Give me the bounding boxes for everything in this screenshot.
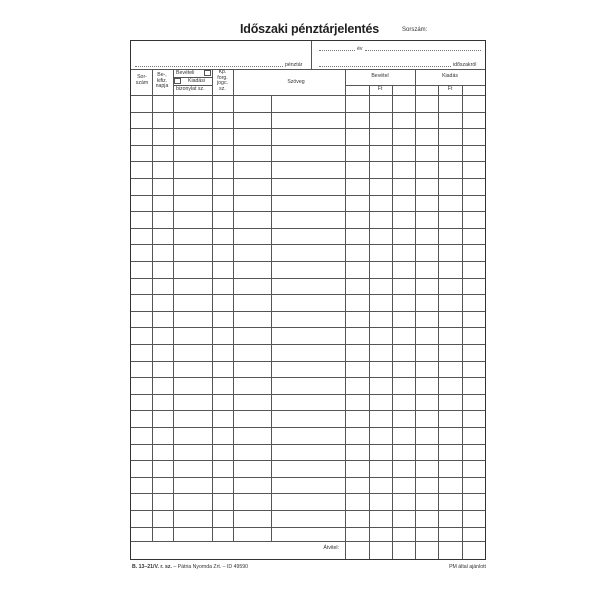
body-bottom-line <box>131 541 485 542</box>
ledger-row-line <box>131 178 485 179</box>
ledger-row-line <box>131 145 485 146</box>
amount-subcolumn-divider <box>392 85 393 559</box>
year-detail-fill-line[interactable] <box>365 50 481 51</box>
col-bekifiz-header: Be-, kifiz. napja <box>155 72 169 90</box>
atvitel-label: Átvitel: <box>323 545 339 551</box>
kiadasi-label: Kiadási <box>188 78 206 84</box>
amount-subcolumn-divider <box>438 85 439 559</box>
ledger-row-line <box>131 112 485 113</box>
column-divider <box>233 69 234 541</box>
kiadasi-checkbox[interactable] <box>174 78 181 84</box>
amount-column-divider <box>345 541 346 559</box>
ledger-row-line <box>131 311 485 312</box>
ledger-row-line <box>131 377 485 378</box>
ledger-row-line <box>131 510 485 511</box>
ledger-row-line <box>131 477 485 478</box>
ledger-row-line <box>131 327 485 328</box>
ledger-row-line <box>131 294 485 295</box>
sorszam-label: Sorszám: <box>402 27 428 33</box>
column-divider <box>152 69 153 541</box>
beveteli-divider-line <box>173 77 212 78</box>
col-szoveg-header: Szöveg <box>287 79 305 85</box>
amount-subcolumn-divider <box>462 85 463 559</box>
beveteli-label: Bevételi <box>176 70 195 76</box>
top-block-divider <box>311 41 312 69</box>
col-sorszam-header: Sor- szám <box>135 74 149 86</box>
column-divider <box>345 69 346 541</box>
col-bevetel-unit: Ft <box>377 86 383 92</box>
ledger-row-line <box>131 344 485 345</box>
form-code: B. 13–21/V. r. sz. – Pátria Nyomda Zrt. – ID 49590 <box>132 564 249 570</box>
kiadasi-divider-line <box>173 85 212 86</box>
ledger-row-line <box>131 195 485 196</box>
ledger-row-line <box>131 460 485 461</box>
col-kiadas-unit: Ft <box>447 86 453 92</box>
ledger-row-line <box>131 211 485 212</box>
ledger-row-line <box>131 410 485 411</box>
ledger-row-line <box>131 493 485 494</box>
ledger-row-line <box>131 128 485 129</box>
amount-column-divider <box>415 541 416 559</box>
penztar-fill-line[interactable] <box>135 66 283 67</box>
ledger-row-line <box>131 361 485 362</box>
col-kiadas-header: Kiadás <box>442 73 458 79</box>
amount-subcolumn-divider <box>369 85 370 559</box>
penztar-label: pénztár <box>285 62 303 68</box>
recommendation-note: PM által ajánlott <box>449 564 486 570</box>
ledger-row-line <box>131 228 485 229</box>
szoveg-inner-divider <box>271 95 272 541</box>
beveteli-checkbox[interactable] <box>204 70 211 76</box>
col-bevetel-header: Bevétel <box>371 73 389 79</box>
ev-label: év <box>357 46 363 52</box>
idoszakrol-label: időszakról <box>453 62 477 68</box>
ledger-row-line <box>131 161 485 162</box>
ledger-row-line <box>131 394 485 395</box>
bizonylat-label: bizonylat sz. <box>176 86 205 92</box>
column-divider <box>415 69 416 541</box>
ledger-row-line <box>131 444 485 445</box>
year-fill-line[interactable] <box>319 50 355 51</box>
period-fill-line[interactable] <box>319 66 451 67</box>
header-bottom-line <box>131 95 485 96</box>
column-divider <box>212 69 213 541</box>
page-title: Időszaki pénztárjelentés <box>240 22 379 36</box>
ledger-row-line <box>131 278 485 279</box>
cash-report-form <box>130 40 486 560</box>
ledger-row-line <box>131 527 485 528</box>
col-kpforg-header: Kp. forg. jogc. sz. <box>217 69 228 92</box>
ledger-row-line <box>131 427 485 428</box>
ledger-row-line <box>131 261 485 262</box>
column-divider <box>173 69 174 541</box>
ledger-row-line <box>131 244 485 245</box>
